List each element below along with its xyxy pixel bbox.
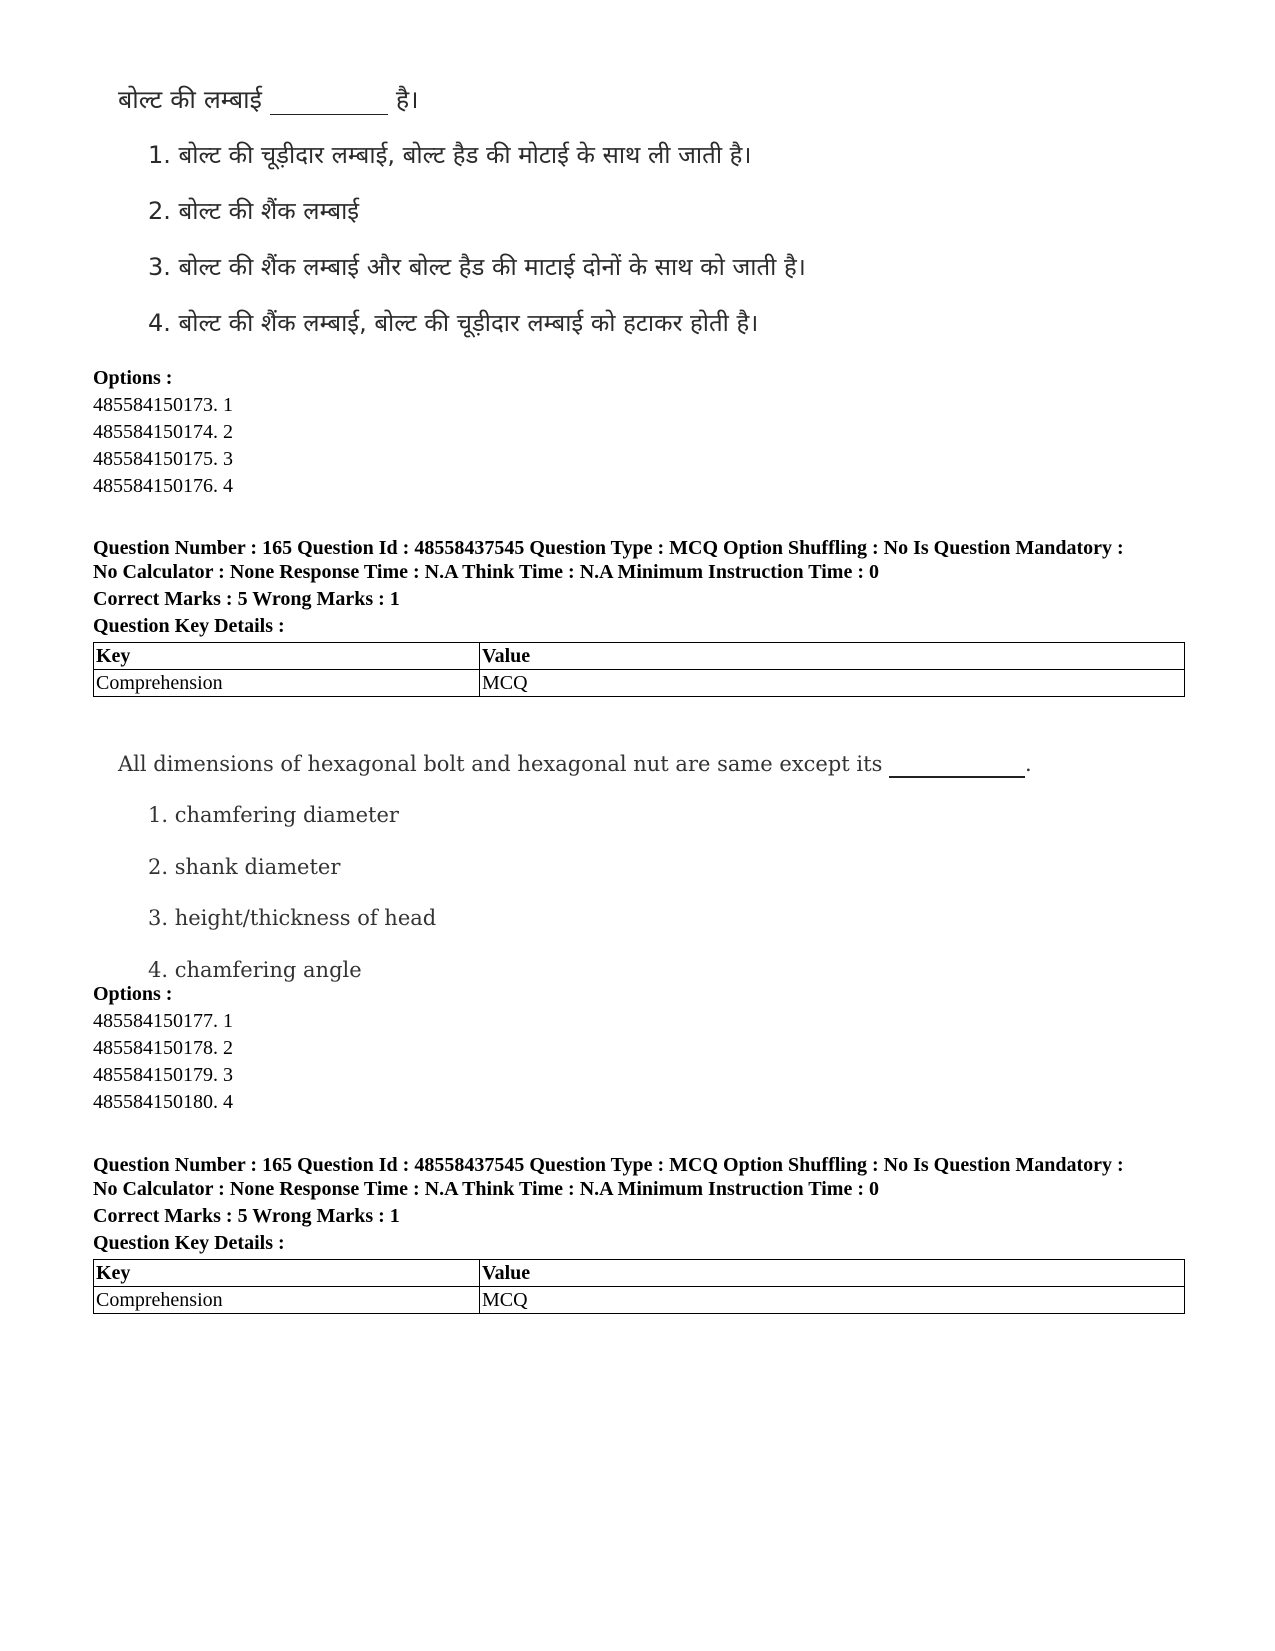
stem-end: . <box>1025 752 1032 776</box>
stem-text: All dimensions of hexagonal bolt and hexagonal nut are same except its <box>118 752 883 776</box>
option-4: 4. chamfering angle <box>148 958 362 982</box>
option-2: 2. shank diameter <box>148 855 341 879</box>
question-image-hindi <box>118 82 838 352</box>
table-header-row <box>94 643 1185 670</box>
option-id-4: 485584150176. 4 <box>93 475 233 497</box>
cell-value: MCQ <box>480 670 1185 697</box>
table-header-row <box>94 1260 1185 1287</box>
table-row <box>94 670 1185 697</box>
header-key: Key <box>94 643 480 670</box>
options-label: Options : <box>93 367 173 389</box>
question-meta-line2: No Calculator : None Response Time : N.A Think Time : N.A Minimum Instruction Time : 0 <box>93 561 879 583</box>
option-id-2: 485584150174. 2 <box>93 421 233 443</box>
option-1: 1. बोल्ट की चूड़ीदार लम्बाई, बोल्ट हैड की मोटाई के साथ ली जाती है। <box>148 141 752 169</box>
header-key: Key <box>94 1260 480 1287</box>
option-id-3: 485584150175. 3 <box>93 448 233 470</box>
header-value: Value <box>480 643 1185 670</box>
option-3: 3. height/thickness of head <box>148 906 437 930</box>
option-id-1: 485584150173. 1 <box>93 394 233 416</box>
option-2: 2. बोल्ट की शैंक लम्बाई <box>148 197 360 225</box>
key-details-label: Question Key Details : <box>93 1232 285 1254</box>
key-details-label: Question Key Details : <box>93 615 285 637</box>
blank-line <box>270 85 388 115</box>
option-id-2: 485584150178. 2 <box>93 1037 233 1059</box>
cell-key: Comprehension <box>94 1287 480 1314</box>
question-image-english <box>118 752 1032 1002</box>
question-stem <box>118 752 1032 778</box>
question-meta-line1: Question Number : 165 Question Id : 48558437545 Question Type : MCQ Option Shuffling : No Is Question Mandatory : <box>93 537 1124 559</box>
option-4: 4. बोल्ट की शैंक लम्बाई, बोल्ट की चूड़ीदार लम्बाई को हटाकर होती है। <box>148 309 759 337</box>
key-details-table <box>93 1259 1185 1314</box>
cell-value: MCQ <box>480 1287 1185 1314</box>
question-meta-line2: No Calculator : None Response Time : N.A Think Time : N.A Minimum Instruction Time : 0 <box>93 1178 879 1200</box>
option-id-3: 485584150179. 3 <box>93 1064 233 1086</box>
option-3: 3. बोल्ट की शैंक लम्बाई और बोल्ट हैड की माटाई दोनों के साथ को जाती है। <box>148 253 806 281</box>
options-label: Options : <box>93 983 173 1005</box>
header-value: Value <box>480 1260 1185 1287</box>
option-id-4: 485584150180. 4 <box>93 1091 233 1113</box>
stem-before: बोल्ट की लम्बाई <box>118 85 262 114</box>
question-stem <box>118 82 419 116</box>
key-details-table <box>93 642 1185 697</box>
option-1: 1. chamfering diameter <box>148 803 399 827</box>
blank-line <box>889 752 1025 778</box>
stem-after: है। <box>395 85 419 114</box>
cell-key: Comprehension <box>94 670 480 697</box>
marks-line: Correct Marks : 5 Wrong Marks : 1 <box>93 588 400 610</box>
question-meta-line1: Question Number : 165 Question Id : 48558437545 Question Type : MCQ Option Shuffling : No Is Question Mandatory : <box>93 1154 1124 1176</box>
marks-line: Correct Marks : 5 Wrong Marks : 1 <box>93 1205 400 1227</box>
table-row <box>94 1287 1185 1314</box>
option-id-1: 485584150177. 1 <box>93 1010 233 1032</box>
